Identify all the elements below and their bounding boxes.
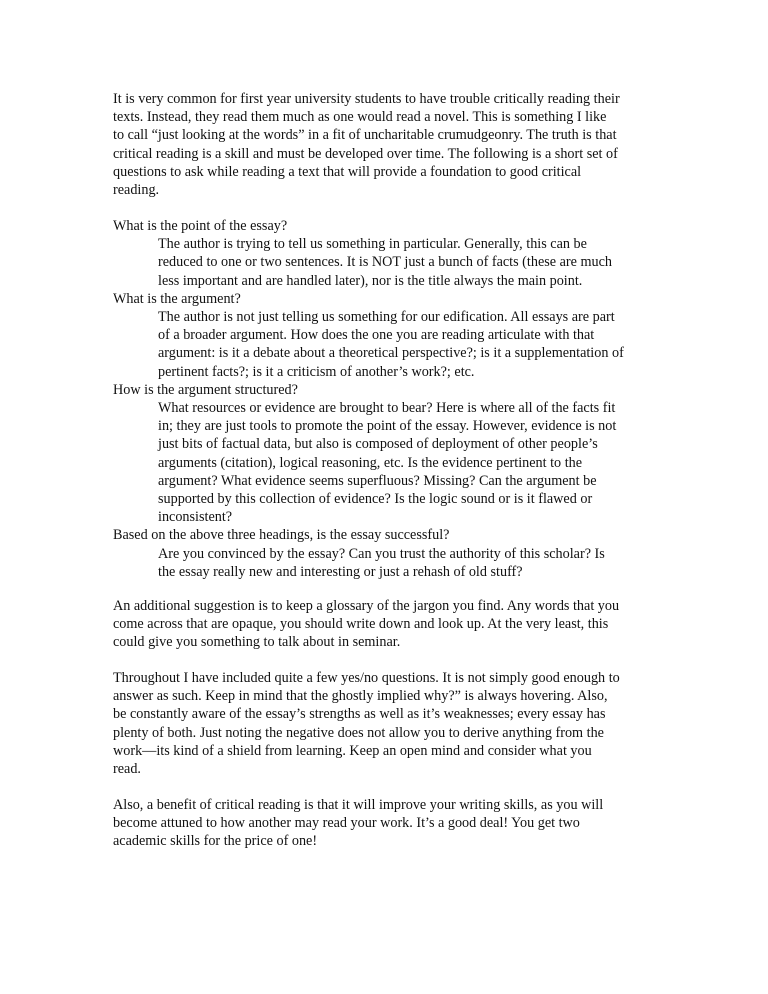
glossary-line: An additional suggestion is to keep a glossary of the jargon you find. Any words that you [113, 598, 620, 614]
yesno-line: read. [113, 761, 141, 778]
closing-paragraph [113, 796, 661, 851]
question-answer-line: less important and are handled later), nor is the title always the main point. [158, 272, 583, 289]
yesno-line: plenty of both. Just noting the negative does not allow you to derive anything from the [113, 724, 604, 741]
question-heading: What is the point of the essay? [113, 218, 288, 234]
question-answer-line: the essay really new and interesting or just a rehash of old stuff? [158, 563, 523, 580]
questions-list [113, 217, 661, 581]
closing-line: academic skills for the price of one! [113, 833, 318, 850]
question-item [113, 217, 661, 290]
question-answer-line: in; they are just tools to promote the point of the essay. However, evidence is not [158, 418, 617, 435]
question-answer-line: just bits of factual data, but also is composed of deployment of other people’s [158, 436, 598, 453]
glossary-line: come across that are opaque, you should write down and look up. At the very least, this [113, 616, 609, 633]
question-item [113, 290, 661, 381]
question-answer-line: inconsistent? [158, 509, 233, 526]
question-answer-line: of a broader argument. How does the one you are reading articulate with that [158, 327, 595, 344]
question-item [113, 381, 661, 527]
question-answer-line: supported by this collection of evidence? Is the logic sound or is it flawed or [158, 491, 593, 508]
question-answer-line: pertinent facts?; is it a criticism of another’s work?; etc. [158, 363, 475, 380]
question-answer-line: reduced to one or two sentences. It is NOT just a bunch of facts (these are much [158, 254, 612, 271]
question-answer-line: The author is trying to tell us something in particular. Generally, this can be [158, 236, 587, 253]
question-answer-line: Are you convinced by the essay? Can you trust the authority of this scholar? Is [158, 545, 605, 562]
question-answer-line: arguments (citation), logical reasoning, etc. Is the evidence pertinent to the [158, 454, 583, 471]
question-heading: What is the argument? [113, 290, 241, 307]
yesno-paragraph [113, 669, 661, 778]
closing-line: become attuned to how another may read your work. It’s a good deal! You get two [113, 815, 580, 832]
question-answer-line: The author is not just telling us something for our edification. All essays are part [158, 309, 615, 326]
question-heading: Based on the above three headings, is the essay successful? [113, 527, 450, 544]
intro-line: reading. [113, 182, 160, 199]
yesno-line: work—its kind of a shield from learning. Keep an open mind and consider what you [113, 742, 592, 759]
glossary-line: could give you something to talk about in seminar. [113, 634, 401, 651]
question-answer-line: What resources or evidence are brought to bear? Here is where all of the facts fit [158, 400, 616, 417]
glossary-paragraph [113, 597, 661, 652]
question-answer-line: argument: is it a debate about a theoretical perspective?; is it a supplementation of [158, 345, 624, 362]
closing-line: Also, a benefit of critical reading is that it will improve your writing skills, as you will [113, 797, 604, 813]
intro-line: questions to ask while reading a text that will provide a foundation to good critical [113, 163, 582, 180]
yesno-line: be constantly aware of the essay’s strengths as well as it’s weaknesses; every essay has [113, 706, 606, 723]
yesno-line: answer as such. Keep in mind that the ghostly implied why?” is always hovering. Also, [113, 688, 608, 705]
question-heading: How is the argument structured? [113, 381, 298, 398]
question-item [113, 526, 661, 581]
intro-line: to call “just looking at the words” in a fit of uncharitable crumudgeonry. The truth is that [113, 127, 617, 144]
intro-line: critical reading is a skill and must be developed over time. The following is a short set of [113, 145, 618, 162]
intro-paragraph [113, 90, 661, 199]
yesno-line: Throughout I have included quite a few yes/no questions. It is not simply good enough to [113, 670, 620, 686]
intro-line: texts. Instead, they read them much as one would read a novel. This is something I like [113, 109, 607, 126]
intro-line: It is very common for first year university students to have trouble critically reading their [113, 91, 620, 107]
question-answer-line: argument? What evidence seems superfluous? Missing? Can the argument be [158, 472, 597, 489]
